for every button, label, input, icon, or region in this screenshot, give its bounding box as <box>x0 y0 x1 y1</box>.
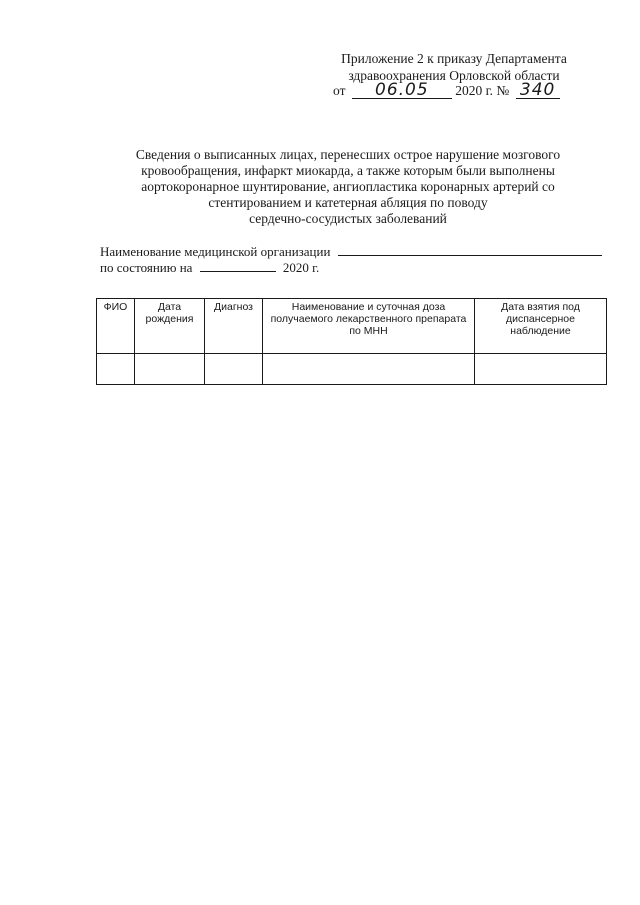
appendix-line-1: Приложение 2 к приказу Департамента <box>341 51 567 66</box>
document-title <box>100 147 596 227</box>
appendix-header <box>326 50 582 84</box>
org-name-row <box>100 243 602 260</box>
title-line-3: аортокоронарное шунтирование, ангиопластика коронарных артерий со <box>141 179 555 194</box>
table-cell <box>97 354 135 385</box>
report-table <box>96 298 607 385</box>
order-prefix: от <box>333 83 346 98</box>
appendix-line-2: здравоохранения Орловской области <box>348 68 560 83</box>
order-date-handwritten: 06.05 <box>352 83 452 99</box>
header-diagnosis: Диагноз <box>205 299 263 354</box>
org-name-blank <box>338 243 602 256</box>
table-cell <box>475 354 607 385</box>
title-line-2: кровообращения, инфаркт миокарда, а также которым были выполнены <box>141 163 555 178</box>
as-of-date-blank <box>200 259 276 272</box>
org-name-label: Наименование медицинской организации <box>100 244 331 259</box>
header-dispensary-date: Дата взятия под диспансерное наблюдение <box>475 299 607 354</box>
order-date-number-line <box>333 82 560 99</box>
order-number-handwritten: 340 <box>516 83 560 99</box>
table-header-row <box>97 299 607 354</box>
as-of-date-label: по состоянию на <box>100 260 193 275</box>
header-full-name: ФИО <box>97 299 135 354</box>
title-line-5: сердечно-сосудистых заболеваний <box>249 211 447 226</box>
title-line-1: Сведения о выписанных лицах, перенесших острое нарушение мозгового <box>135 147 561 162</box>
table-cell <box>263 354 475 385</box>
table-cell <box>205 354 263 385</box>
table-cell <box>135 354 205 385</box>
header-birth-date: Дата рождения <box>135 299 205 354</box>
as-of-date-row <box>100 259 319 276</box>
as-of-date-year: 2020 г. <box>282 260 320 275</box>
title-line-4: стентированием и катетерная абляция по поводу <box>208 195 488 210</box>
header-drug-dose: Наименование и суточная доза получаемого лекарственного препарата по МНН <box>263 299 475 354</box>
order-year-number-label: 2020 г. № <box>455 83 510 98</box>
table-row <box>97 354 607 385</box>
